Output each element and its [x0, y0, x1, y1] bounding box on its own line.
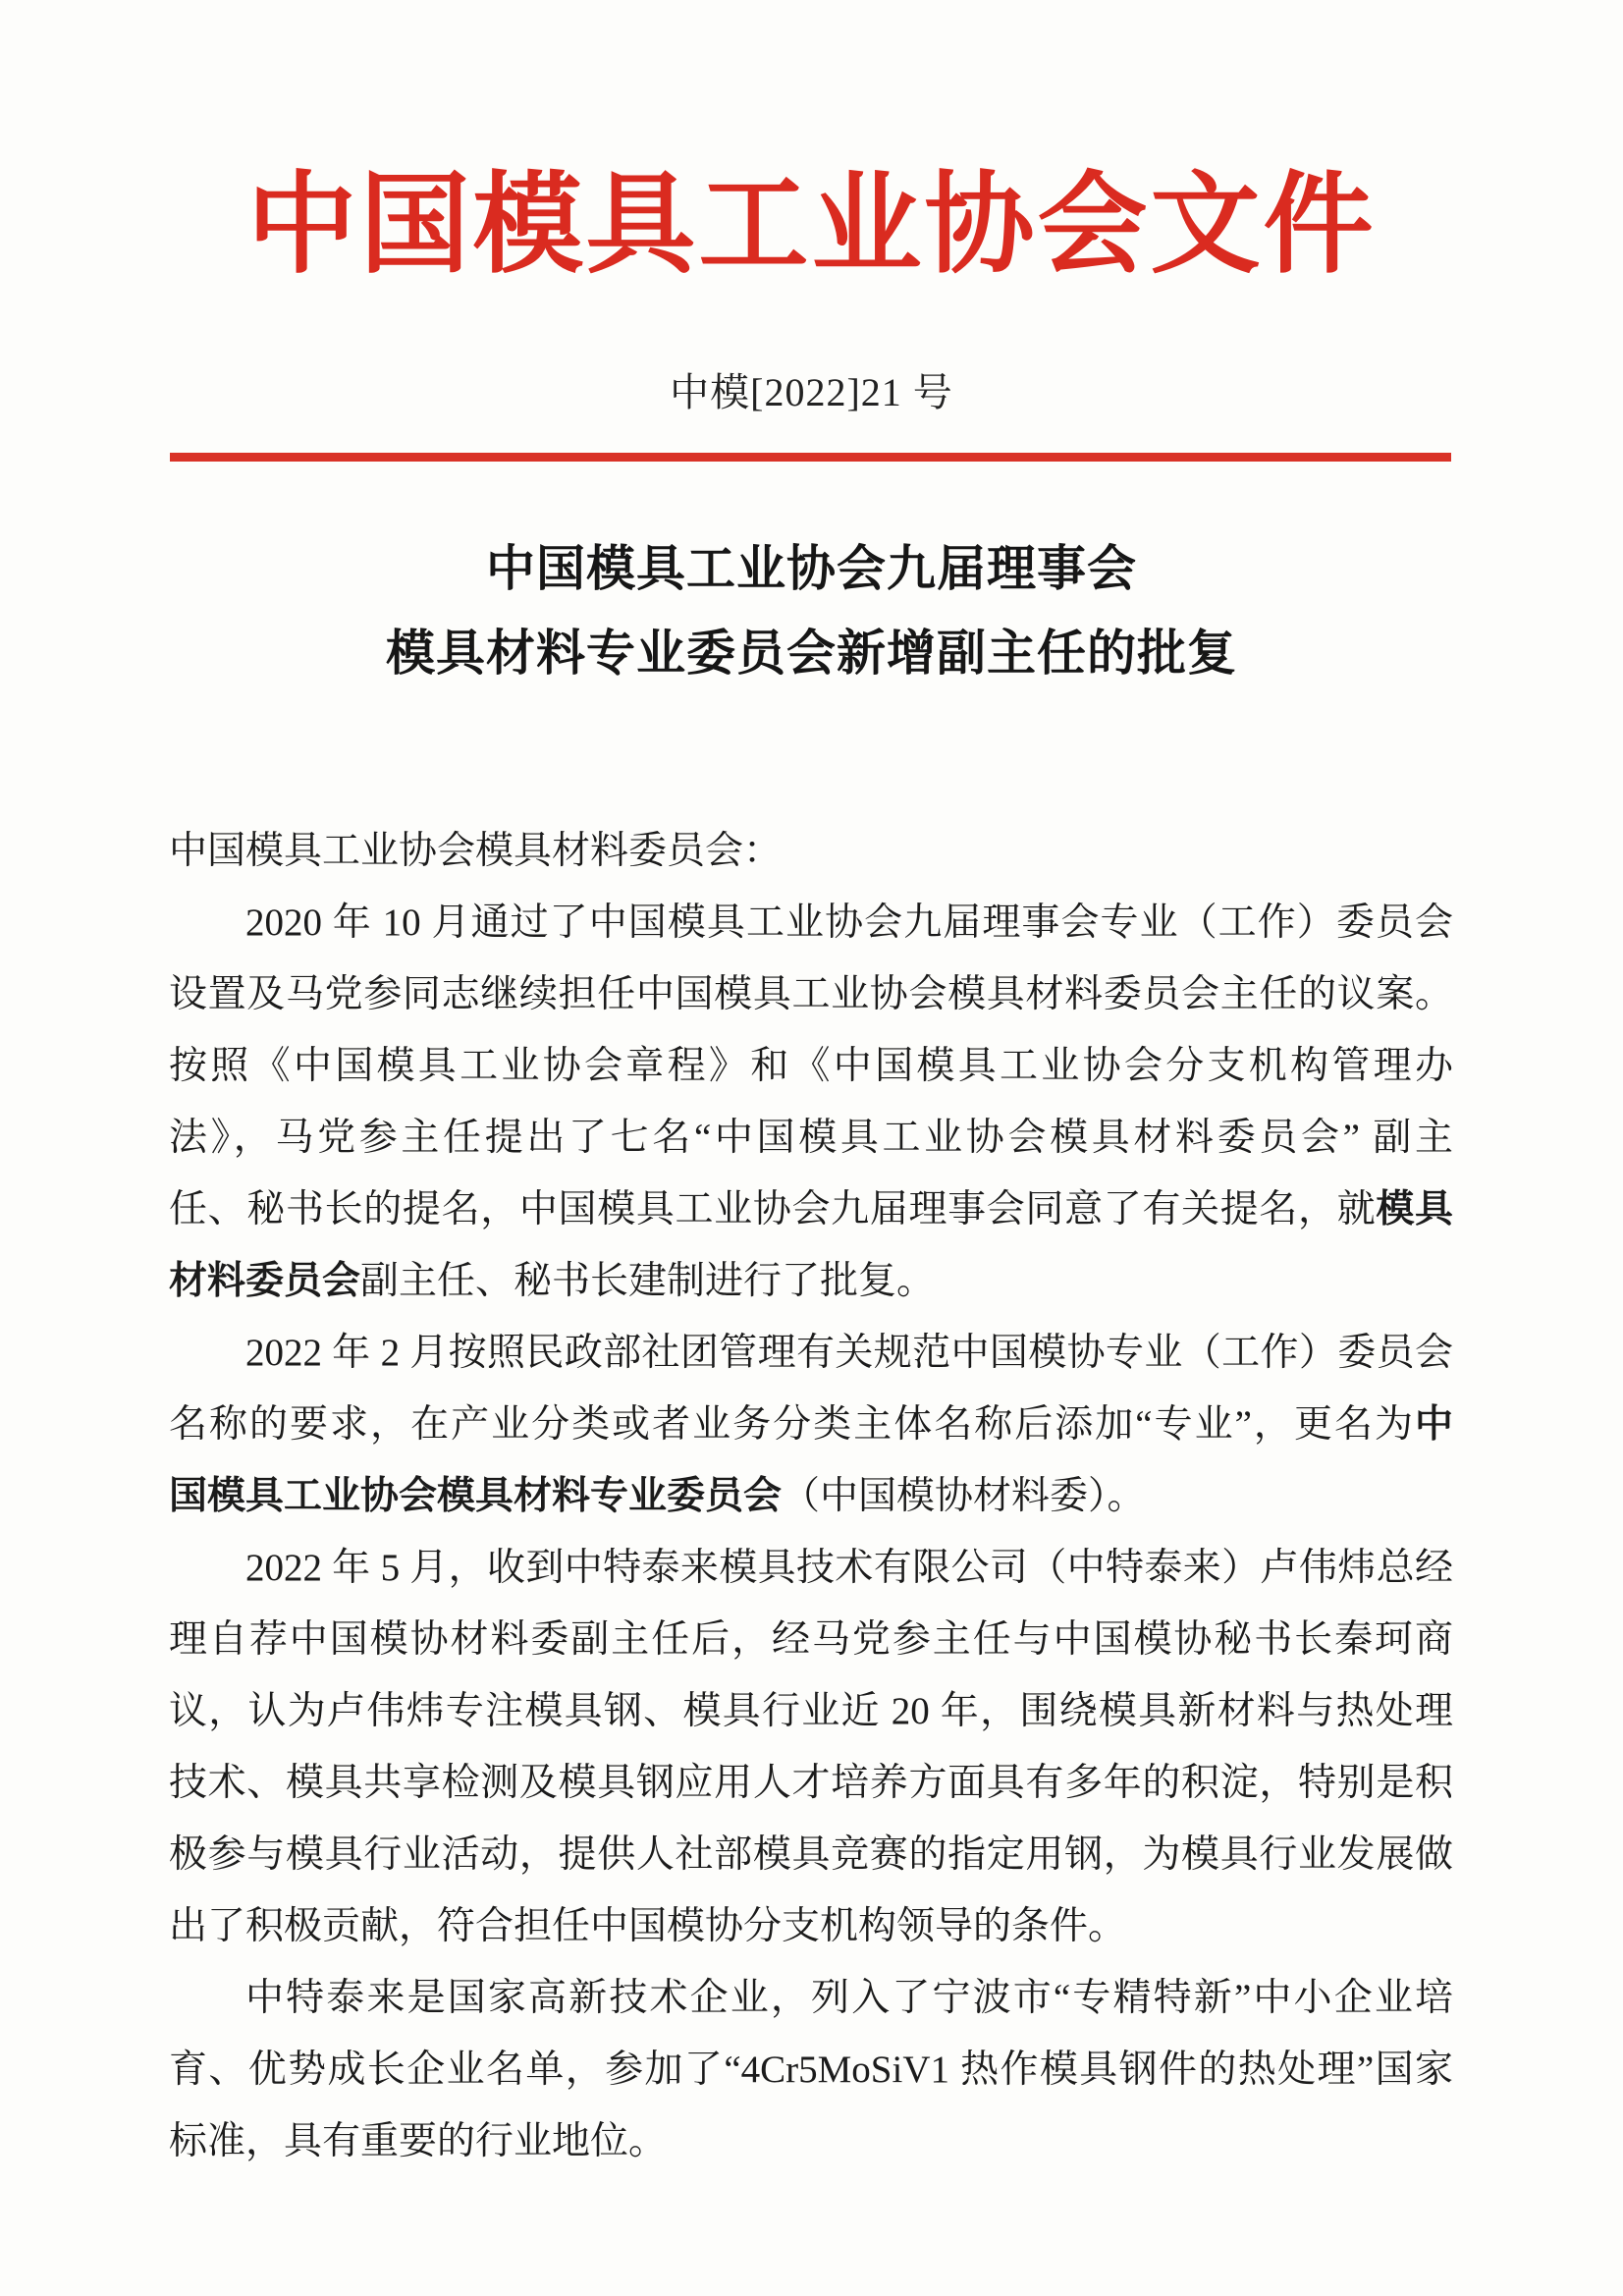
- text-segment: 名称的要求，在产业分类或者业务分类主体名称后添加“专业”，更名为: [169, 1403, 1415, 1446]
- text-segment: 按照《中国模具工业协会章程》和《中国模具工业协会分支机构管理办: [169, 1045, 1453, 1087]
- text-segment: （中国模协材料委）。: [782, 1475, 1146, 1517]
- text-segment: 中特泰来是国家高新技术企业，列入了宁波市“专精特新”中小企业培: [245, 1977, 1453, 2019]
- text-segment: 出了积极贡献，符合担任中国模协分支机构领导的条件。: [169, 1905, 1127, 1947]
- text-segment: 理自荐中国模协材料委副主任后，经马党参主任与中国模协秘书长秦珂商: [169, 1618, 1453, 1661]
- text-segment: 副主任、秘书长建制进行了批复。: [360, 1260, 936, 1302]
- doc-title-line-1: 中国模具工业协会九届理事会: [486, 541, 1137, 596]
- red-divider-line: [170, 453, 1451, 462]
- text-segment: 技术、模具共享检测及模具钢应用人才培养方面具有多年的积淀，特别是积: [169, 1762, 1453, 1804]
- document-line: [169, 1890, 1453, 1962]
- text-segment: 育、优势成长企业名单，参加了“4Cr5MoSiV1 热作模具钢件的热处理”国家: [169, 2049, 1453, 2091]
- document-line: [169, 1675, 1453, 1747]
- doc-number: 中模[2022]21 号: [670, 370, 953, 414]
- text-segment: 中国模具工业协会模具材料委员会：: [169, 830, 783, 872]
- bold-text-segment: 中: [1414, 1403, 1453, 1446]
- text-segment: 2022 年 2 月按照民政部社团管理有关规范中国模协专业（工作）委员会: [245, 1332, 1453, 1374]
- document-body: [169, 815, 1453, 2177]
- document-line: [169, 1245, 1453, 1317]
- bold-text-segment: 模具: [1376, 1188, 1453, 1230]
- document-line: [169, 2105, 1453, 2177]
- doc-title-line-2: 模具材料专业委员会新增副主任的批复: [386, 626, 1237, 681]
- document-line: [169, 1962, 1453, 2034]
- document-line: [169, 1747, 1453, 1819]
- document-line: [169, 958, 1453, 1030]
- document-line: [169, 1532, 1453, 1604]
- text-segment: 任、秘书长的提名，中国模具工业协会九届理事会同意了有关提名，就: [169, 1188, 1377, 1230]
- document-line: [169, 1460, 1453, 1532]
- text-segment: 2022 年 5 月，收到中特泰来模具技术有限公司（中特泰来）卢伟炜总经: [245, 1547, 1453, 1589]
- text-segment: 极参与模具行业活动，提供人社部模具竞赛的指定用钢，为模具行业发展做: [169, 1833, 1453, 1876]
- document-line: [169, 1819, 1453, 1890]
- document-line: [169, 1102, 1453, 1174]
- document-line: [169, 1604, 1453, 1675]
- text-segment: 议，认为卢伟炜专注模具钢、模具行业近 20 年，围绕模具新材料与热处理: [169, 1690, 1453, 1732]
- document-line: [169, 887, 1453, 958]
- document-line: [169, 1317, 1453, 1389]
- bold-text-segment: 材料委员会: [169, 1260, 361, 1302]
- document-line: [169, 2034, 1453, 2105]
- document-line: [169, 1389, 1453, 1460]
- doc-title: [0, 526, 1623, 695]
- document-line: [169, 815, 1453, 887]
- text-segment: 法》，马党参主任提出了七名“中国模具工业协会模具材料委员会” 副主: [169, 1117, 1453, 1159]
- document-line: [169, 1174, 1453, 1245]
- text-segment: 设置及马党参同志继续担任中国模具工业协会模具材料委员会主任的议案。: [169, 973, 1453, 1015]
- org-header-title: 中国模具工业协会文件: [246, 165, 1377, 287]
- bold-text-segment: 国模具工业协会模具材料专业委员会: [169, 1475, 783, 1517]
- text-segment: 2020 年 10 月通过了中国模具工业协会九届理事会专业（工作）委员会: [245, 902, 1453, 944]
- text-segment: 标准，具有重要的行业地位。: [169, 2120, 668, 2162]
- document-line: [169, 1030, 1453, 1102]
